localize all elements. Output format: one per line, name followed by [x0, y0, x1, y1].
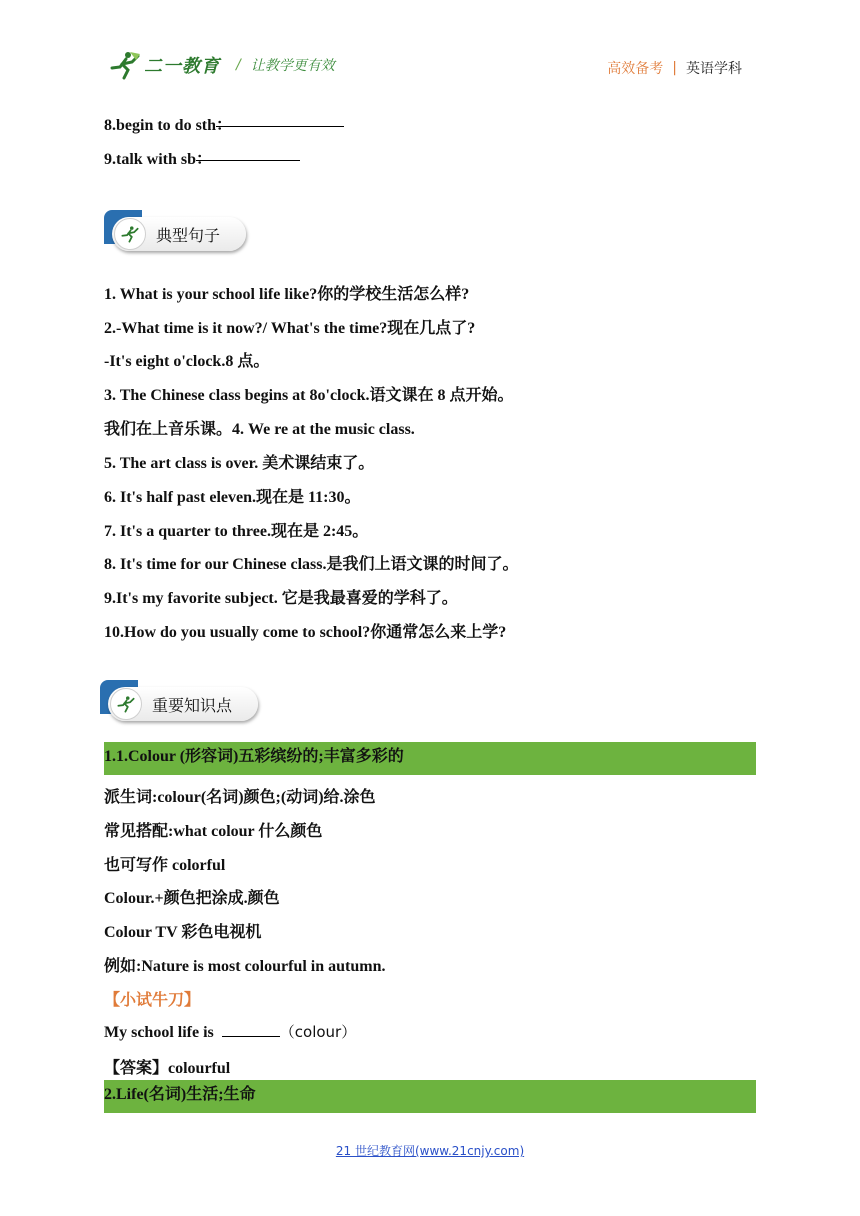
sentence-5: 5. The art class is over. 美术课结束了。 [104, 455, 375, 472]
header-exam-label: 高效备考 [607, 61, 664, 77]
answer-blank [196, 146, 300, 168]
section-badge-key-points [100, 684, 258, 724]
header-subject-label: 英语学科 [686, 61, 742, 77]
header-subject [607, 58, 742, 78]
footer-link[interactable]: 21 世纪教育网(www.21cnjy.com) [335, 1144, 525, 1158]
sentence-6: 6. It's half past eleven.现在是 11:30。 [104, 489, 361, 506]
phrase-9 [104, 146, 300, 169]
answer-blank [216, 112, 344, 134]
point1-line-6: 例如:Nature is most colourful in autumn. [104, 958, 386, 975]
header-slash: / [236, 57, 241, 73]
knowledge-point-1-title: 1.1.Colour (形容词)五彩缤纷的;丰富多彩的 [104, 748, 404, 765]
logo-text: 二一教育 [144, 56, 220, 77]
answer-line: 【答案】colourful [104, 1060, 231, 1077]
header-divider: | [672, 60, 677, 76]
section-badge-typical-sentences [104, 214, 246, 254]
knowledge-point-2-bar [104, 1080, 756, 1113]
point1-line-5: Colour TV 彩色电视机 [104, 924, 262, 941]
badge-pill [112, 217, 246, 251]
header-logo [108, 50, 335, 80]
answer-blank [222, 1022, 280, 1037]
phrase-text: 9.talk with sb [104, 151, 197, 168]
knowledge-point-2-title: 2.Life(名词)生活;生命 [104, 1086, 256, 1103]
point1-line-2: 常见搭配:what colour 什么颜色 [104, 823, 323, 840]
point1-line-4: Colour.+颜色把涂成.颜色 [104, 890, 280, 907]
phrase-text: 8.begin to do sth [104, 117, 217, 134]
sentence-2-answer: -It's eight o'clock.8 点。 [104, 353, 270, 370]
sentence-4: 我们在上音乐课。4. We re at the music class. [104, 421, 415, 438]
section-title: 典型句子 [156, 225, 221, 245]
badge-pill [108, 687, 258, 721]
sentence-3: 3. The Chinese class begins at 8o'clock.语文课在 8 点开始。 [104, 387, 514, 404]
runner-logo-icon [108, 50, 142, 80]
runner-icon [114, 218, 146, 250]
header-slogan: 让教学更有效 [250, 58, 335, 74]
point1-line-1: 派生词:colour(名词)颜色;(动词)给.涂色 [104, 789, 376, 806]
point1-line-3: 也可写作 colorful [104, 857, 226, 874]
phrase-8 [104, 112, 344, 135]
phrase-colon: ： [216, 117, 233, 134]
try-label: 【小试牛刀】 [104, 992, 201, 1009]
exercise-text: My school life is [104, 1024, 214, 1041]
sentence-9: 9.It's my favorite subject. 它是我最喜爱的学科了。 [104, 590, 458, 607]
section-title: 重要知识点 [152, 695, 233, 715]
exercise-line [104, 1021, 356, 1042]
footer [0, 1142, 860, 1159]
sentence-1: 1. What is your school life like?你的学校生活怎么样? [104, 286, 470, 303]
phrase-colon: ： [196, 151, 213, 168]
sentence-2: 2.-What time is it now?/ What's the time?现在几点了? [104, 320, 476, 337]
sentence-8: 8. It's time for our Chinese class.是我们上语文课的时间了。 [104, 556, 519, 573]
runner-icon [110, 688, 142, 720]
knowledge-point-1-bar [104, 742, 756, 775]
exercise-hint: （colour） [279, 1023, 357, 1041]
sentence-7: 7. It's a quarter to three.现在是 2:45。 [104, 523, 369, 540]
sentence-10: 10.How do you usually come to school?你通常怎么来上学? [104, 624, 507, 641]
